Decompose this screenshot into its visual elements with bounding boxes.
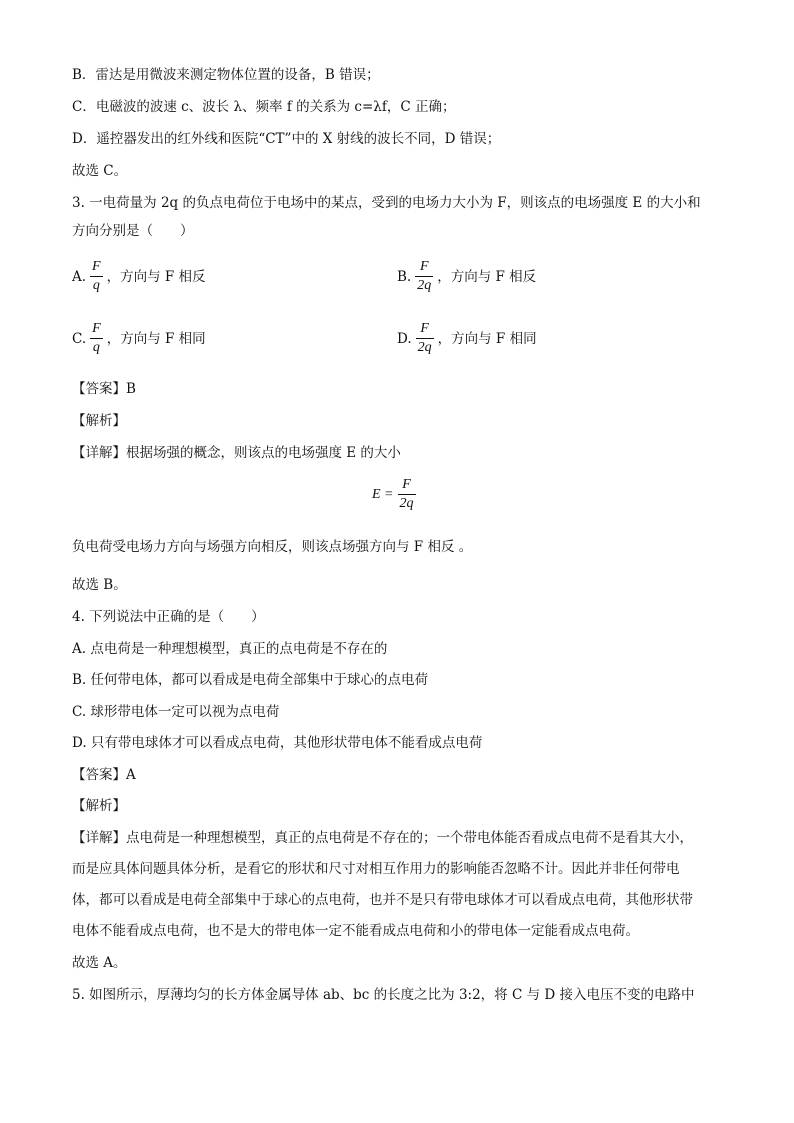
question-5-stem: 5. 如图所示，厚薄均匀的长方体金属导体 ab、bc 的长度之比为 3:2，将 C 与 D 接入电压不变的电路中: [72, 987, 695, 1003]
fraction: [90, 320, 103, 357]
fraction: [416, 320, 434, 357]
option-text: ，方向与 F 相同: [437, 330, 537, 347]
option-label: C.: [72, 330, 87, 347]
option-text: ，方向与 F 相反: [106, 268, 206, 285]
fraction: [415, 258, 433, 295]
option-label: D.: [397, 330, 412, 347]
text-line: 故选 C。: [72, 163, 128, 179]
text-line: B．雷达是用微波来测定物体位置的设备，B 错误；: [72, 67, 380, 83]
detail-text: 【详解】点电荷是一种理想模型，真正的点电荷是不存在的；一个带电体能否看成点电荷不是看其大小，: [72, 830, 693, 846]
question-3-stem: 方向分别是（ ）: [72, 223, 194, 239]
option-b: [397, 258, 536, 295]
text-line: 故选 B。: [72, 577, 127, 593]
denominator: 2q: [399, 496, 414, 511]
text-line: 故选 A。: [72, 955, 127, 971]
option-label: B.: [397, 268, 412, 285]
question-4-stem: 4. 下列说法中正确的是（ ）: [72, 609, 265, 625]
denominator: 2q: [417, 340, 432, 355]
detail-text: 而是应具体问题具体分析，是看它的形状和尺寸对相互作用力的影响能否忽略不计。因此并非任何带电: [72, 861, 680, 877]
answer-label: 【答案】B: [72, 381, 136, 397]
option-text: ，方向与 F 相同: [106, 330, 206, 347]
analysis-label: 【解析】: [72, 798, 126, 814]
fraction: [90, 258, 103, 295]
option-a: A. 点电荷是一种理想模型，真正的点电荷是不存在的: [72, 641, 388, 657]
analysis-label: 【解析】: [72, 413, 126, 429]
denominator: q: [92, 278, 100, 293]
equation: [372, 476, 420, 513]
detail-text: 【详解】根据场强的概念，则该点的电场强度 E 的大小: [72, 445, 401, 461]
fraction: [398, 476, 416, 513]
question-3-stem: 3. 一电荷量为 2q 的负点电荷位于电场中的某点，受到的电场力大小为 F，则该点的电场强度 E 的大小和: [72, 195, 701, 211]
denominator: q: [92, 340, 100, 355]
numerator: F: [419, 259, 429, 274]
text-line: C．电磁波的波速 c、波长 λ、频率 f 的关系为 c=λf，C 正确；: [72, 99, 456, 115]
equation-lhs: E =: [372, 486, 394, 502]
text-line: D．遥控器发出的红外线和医院“CT”中的 X 射线的波长不同，D 错误；: [72, 131, 501, 147]
denominator: 2q: [417, 278, 432, 293]
answer-label: 【答案】A: [72, 767, 136, 783]
detail-text: 体，都可以看成是电荷全部集中于球心的点电荷，也并不是只有带电球体才可以看成点电荷，其他形状带: [72, 892, 693, 908]
option-c: C. 球形带电体一定可以视为点电荷: [72, 704, 280, 720]
numerator: F: [92, 321, 101, 336]
text-line: 负电荷受电场力方向与场强方向相反，则该点场强方向与 F 相反 。: [72, 539, 473, 555]
option-label: A.: [72, 268, 87, 285]
option-b: B. 任何带电体，都可以看成是电荷全部集中于球心的点电荷: [72, 672, 429, 688]
option-c: [72, 320, 206, 357]
numerator: F: [402, 477, 411, 492]
option-d: [397, 320, 537, 357]
option-a: [72, 258, 206, 295]
option-text: ，方向与 F 相反: [437, 268, 537, 285]
numerator: F: [92, 259, 101, 274]
detail-text: 电体不能看成点电荷，也不是大的带电体一定不能看成点电荷和小的带电体一定能看成点电荷。: [72, 923, 639, 939]
option-d: D. 只有带电球体才可以看成点电荷，其他形状带电体不能看成点电荷: [72, 735, 483, 751]
numerator: F: [420, 321, 429, 336]
